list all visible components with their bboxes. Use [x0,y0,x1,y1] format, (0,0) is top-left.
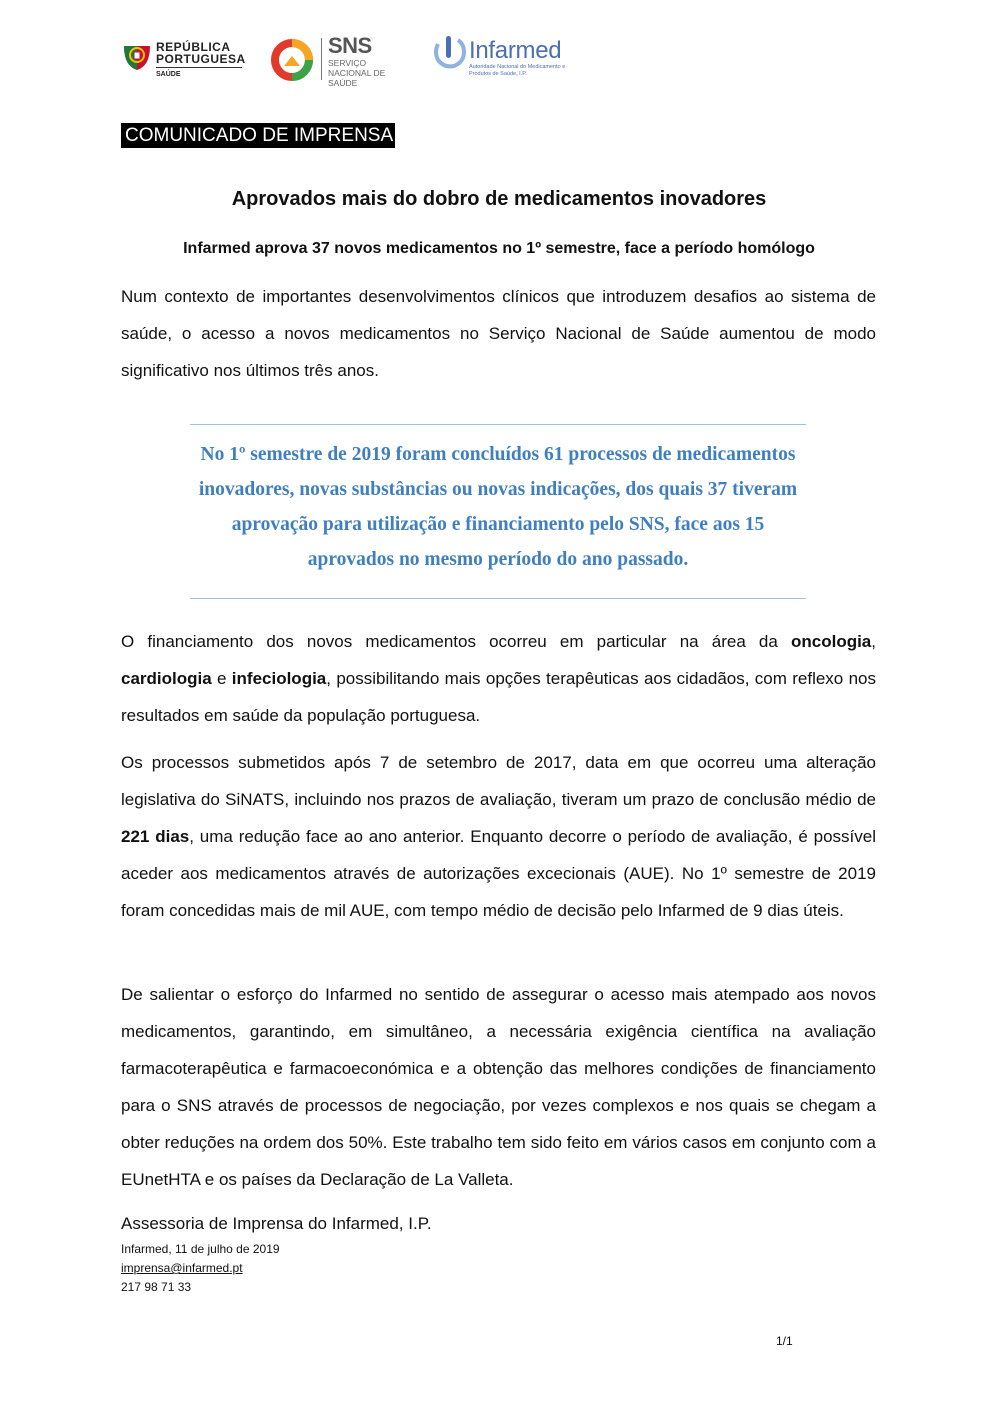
highlight-bottom-rule [190,598,806,599]
infarmed-wordmark: Infarmed [469,37,562,64]
intro-paragraph: Num contexto de importantes desenvolvimentos clínicos que introduzem desafios ao sistema de saúde, o acesso a novos medicamentos no Serviço Nacional de Saúde aumentou de modo significativo nos últimos três anos. [121,287,876,380]
infarmed-subtitle: Autoridade Nacional do Medicamento e Produtos de Saúde, I.P. [469,64,566,77]
infarmed-logo [432,34,572,86]
p2-text-c: , [871,632,876,651]
p2-text-g: , possibilitando mais opções terapêuticas aos cidadãos, com reflexo nos resultados em saúde da população portuguesa. [121,669,876,725]
p2-cardiologia: cardiologia [121,669,212,688]
republica-line1: REPÚBLICA [156,40,231,54]
processes-paragraph [121,744,876,929]
p2-oncologia: oncologia [790,632,872,651]
p2-text-a: O financiamento dos novos medicamentos ocorreu em particular na área da [121,632,791,651]
sns-divider [321,38,322,80]
infarmed-mark-icon [432,34,466,70]
p3-text-a: Os processos submetidos após 7 de setembro de 2017, data em que ocorreu uma alteração legislativa do SiNATS, incluindo nos prazos de avaliação, tiveram um prazo de conclusão médio de [121,753,876,809]
page-title: Aprovados mais do dobro de medicamentos inovadores [231,188,767,210]
p2-text-e: e [211,669,232,688]
p3-221-dias: 221 dias [121,827,190,846]
page-number: 1/1 [776,1334,793,1348]
signature: Assessoria de Imprensa do Infarmed, I.P. [121,1214,432,1233]
sns-subtitle: SERVIÇO NACIONAL DE SAÚDE [328,58,386,88]
date-line: Infarmed, 11 de julho de 2019 [121,1242,280,1256]
republica-divider [156,67,242,68]
sns-ring-icon [270,38,314,82]
financing-paragraph [121,623,876,734]
highlight-quote: No 1º semestre de 2019 foram concluídos 61 processos de medicamentos inovadores, novas substâncias ou novas indicações, dos quais 37 tiveram aprovação para utilização e financiamento pelo SNS, face aos 15 aprovados no mesmo período do ano passado. [198,444,798,570]
highlight-top-rule [190,424,806,425]
page-subtitle: Infarmed aprova 37 novos medicamentos no 1º semestre, face a período homólogo [183,240,815,257]
email-link[interactable]: imprensa@infarmed.pt [121,1261,243,1275]
phone-number: 217 98 71 33 [121,1280,192,1294]
p2-infeciologia: infeciologia [231,669,327,688]
republica-line3: SAÚDE [156,71,181,78]
press-release-badge: COMUNICADO DE IMPRENSA [121,123,395,148]
effort-paragraph: De salientar o esforço do Infarmed no sentido de assegurar o acesso mais atempado aos novos medicamentos, garantindo, em simultâneo, a necessária exigência científica na avaliação farmacoterapêutica e farmacoeconómica e a obtenção das melhores condições de financiamento para o SNS através de processos de negociação, por vezes complexos e nos quais se chegam a obter reduções na ordem dos 50%. Este trabalho tem sido feito em vários casos em conjunto com a EUnetHTA e os países da Declaração de La Valleta. [121,985,876,1189]
sns-logo [270,33,400,88]
portugal-emblem-icon [122,40,152,72]
p3-text-c: , uma redução face ao ano anterior. Enquanto decorre o período de avaliação, é possível aceder aos medicamentos através de autorizações excecionais (AUE). No 1º semestre de 2019 foram concedidas mais de mil AUE, com tempo médio de decisão pelo Infarmed de 9 dias úteis. [121,827,876,920]
sns-wordmark: SNS [328,33,372,58]
republica-portuguesa-logo [122,38,247,82]
republica-line2: PORTUGUESA [156,52,246,66]
